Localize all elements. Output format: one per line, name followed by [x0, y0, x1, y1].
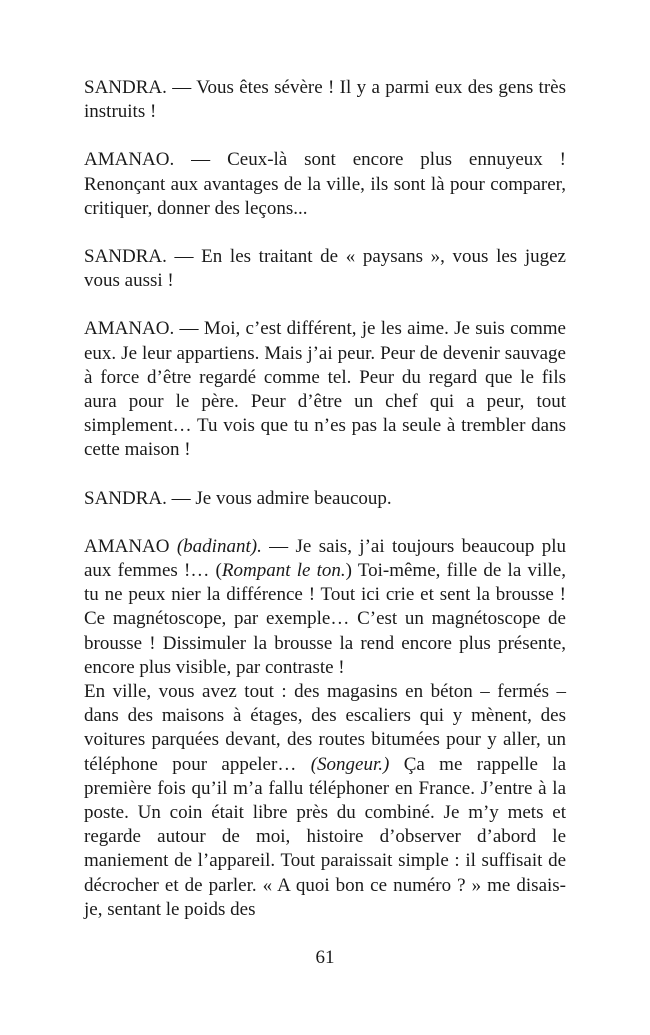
- page-number: 61: [315, 947, 335, 968]
- dialogue-paragraph: [84, 245, 566, 293]
- stage-direction: Rompant le ton.: [221, 560, 346, 582]
- speaker-name: AMANAO.: [84, 149, 175, 171]
- dialogue-paragraph: [84, 487, 566, 511]
- stage-direction: (badinant).: [176, 535, 262, 557]
- stage-direction: (Songeur.): [310, 753, 390, 775]
- dialogue-text: — Je vous admire beaucoup.: [166, 487, 392, 509]
- dialogue-continuation: [84, 680, 566, 922]
- dialogue-text: — Ceux-là sont encore plus ennuyeux ! Renonçant aux avantages de la ville, ils sont là pour comparer, critiquer, donner des leçons...: [84, 149, 566, 219]
- book-page-text: [84, 76, 566, 922]
- dialogue-text: — En les traitant de « paysans », vous les jugez vous aussi !: [84, 246, 566, 292]
- dialogue-text: — Je sais, j’ai toujours beaucoup plu aux femmes !… (: [84, 535, 566, 582]
- dialogue-text: En ville, vous avez tout : des magasins en béton – fermés – dans des maisons à étages, des escaliers qui y mènent, des voitures parquées devant, des routes bitumées pour y aller, un téléphone pour appeler…: [84, 681, 566, 775]
- speaker-name: AMANAO: [84, 535, 170, 557]
- dialogue-text: Ça me rappelle la première fois qu’il m’a fallu téléphoner en France. J’entre à la poste. Un coin était libre près du combiné. Je m’y mets et regarde autour de moi, histoire d’observer d’abord le maniement de l’appareil. Tout paraissait simple : il suffisait de décrocher et de parler. « A quoi bon ce numéro ? » me disais-je, sentant le poids des: [84, 753, 566, 920]
- speaker-name: SANDRA.: [84, 77, 167, 98]
- speaker-name: AMANAO.: [84, 318, 175, 340]
- dialogue-paragraph: [84, 148, 566, 221]
- dialogue-paragraph: [84, 76, 566, 124]
- speaker-name: SANDRA.: [84, 487, 167, 509]
- dialogue-text: — Vous êtes sévère ! Il y a parmi eux des gens très instruits !: [84, 77, 566, 123]
- speaker-name: SANDRA.: [84, 246, 167, 268]
- dialogue-paragraph: [84, 317, 566, 462]
- dialogue-text: ) Toi-même, fille de la ville, tu ne peux nier la différence ! Tout ici crie et sent la brousse ! Ce magnétoscope, par exemple… C’est un magnétoscope de brousse ! Dissimuler la brousse la rend encore plus présente, encore plus visible, par contraste !: [84, 560, 566, 678]
- dialogue-text: — Moi, c’est différent, je les aime. Je suis comme eux. Je leur appartiens. Mais j’ai peur. Peur de devenir sauvage à force d’être regardé comme tel. Peur du regard que le fils aura pour le père. Peur d’être un chef qui a peur, tout simplement… Tu vois que tu n’es pas la seule à trembler dans cette maison !: [84, 318, 566, 461]
- dialogue-paragraph: [84, 535, 566, 680]
